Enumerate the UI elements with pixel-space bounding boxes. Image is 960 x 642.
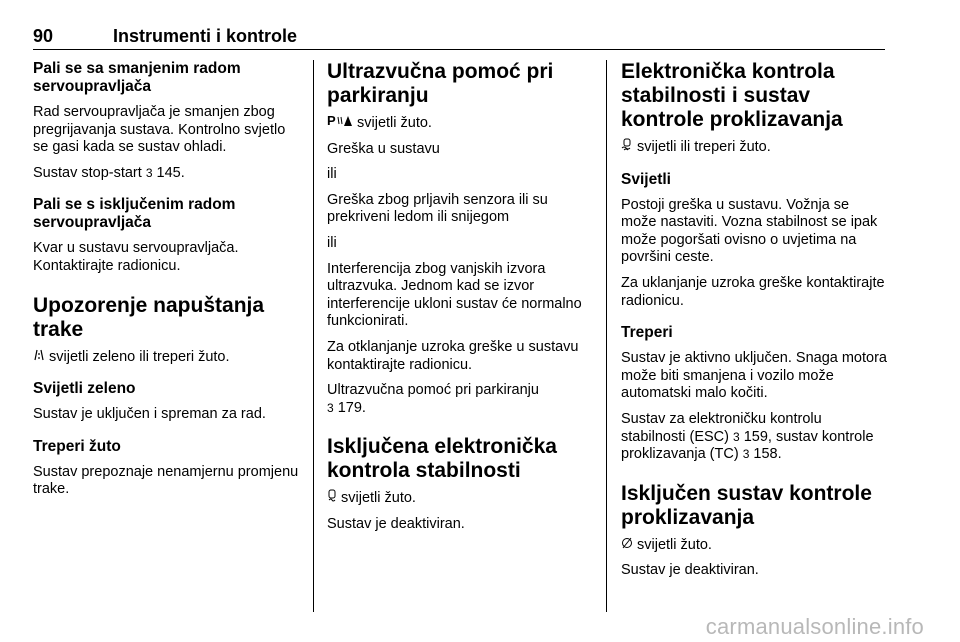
heading-flash-yellow: Treperi žuto <box>33 437 121 455</box>
esc-icon <box>621 138 633 156</box>
stop-start-label: Sustav stop-start <box>33 164 142 181</box>
heading-esc-tc: Elektronička kontrola stabilnosti i sustav kontrole proklizavanja <box>621 60 843 131</box>
page-ref-arrow-icon: 3 <box>742 447 750 462</box>
parking-status-label: svijetli žuto. <box>357 115 432 131</box>
heading-flashing: Treperi <box>621 324 673 342</box>
text-system-fault: Greška u sustavu <box>327 140 440 157</box>
lane-status-label: svijetli zeleno ili treperi žuto. <box>49 348 230 365</box>
text-flashing: Sustav je aktivno uključen. Snaga motora može biti smanjena i vozilo može automatski malo kočiti. <box>621 350 887 402</box>
text-esc-off-deactivated: Sustav je deaktiviran. <box>327 515 465 532</box>
heading-reduced-steering: Pali se sa smanjenim radom servoupravljača <box>33 60 241 95</box>
text-interference: Interferencija zbog vanjskih izvora ultrazvuka. Jednom kad se izvor interferencije ukloni sustav će normalno funkcionirati. <box>327 260 582 330</box>
text-esc-off-status <box>327 489 593 508</box>
text-reduced-steering: Rad servoupravljača je smanjen zbog pregrijavanja sustava. Kontrolno svjetlo se gasi kada se sustav ohladi. <box>33 104 286 156</box>
text-parking-ref <box>327 382 593 417</box>
parking-ref-label: Ultrazvučna pomoć pri parkiranju <box>327 382 539 399</box>
page-header <box>33 26 885 50</box>
text-lit-green: Sustav je uključen i spreman za rad. <box>33 406 266 423</box>
svg-text:P: P <box>327 114 336 127</box>
esc-off-status-label: svijetli žuto. <box>341 490 416 507</box>
text-fix-fault: Za otklanjanje uzroka greške u sustavu kontaktirajte radionicu. <box>327 338 579 373</box>
text-tc-off-deactivated: Sustav je deaktiviran. <box>621 562 759 579</box>
esc-off-icon <box>327 489 337 507</box>
page-ref-arrow-icon: 3 <box>733 429 740 444</box>
text-esc-status <box>621 138 887 157</box>
parking-assist-icon <box>327 114 353 132</box>
heading-disabled-steering: Pali se s isključenim radom servoupravljača <box>33 196 236 232</box>
text-lane-status <box>33 348 299 367</box>
page-ref-arrow-icon: 3 <box>327 400 334 415</box>
column-divider-1 <box>313 60 314 612</box>
running-title: Instrumenti i kontrole <box>113 26 298 46</box>
text-flash-yellow: Sustav prepoznaje nenamjernu promjenu trake. <box>33 463 299 498</box>
text-dirty-sensors: Greška zbog prljavih senzora ili su prekriveni ledom ili snijegom <box>327 191 548 226</box>
esc-ref-page: 159, sustav kontrole proklizavanja (TC) <box>621 428 874 463</box>
page-ref-arrow-icon: 3 <box>145 165 153 180</box>
tc-ref-page: 158. <box>749 446 782 463</box>
text-lit-fix: Za uklanjanje uzroka greške kontaktirajte radionicu. <box>621 274 885 309</box>
page-number: 90 <box>33 26 54 46</box>
column-3 <box>621 60 887 588</box>
text-lit: Postoji greška u sustavu. Vožnja se može nastaviti. Vozna stabilnost se ipak može pogoršati ovisno o uvjetima na površini ceste. <box>621 196 878 266</box>
text-or-2: ili <box>327 234 337 251</box>
text-or-1: ili <box>327 166 337 183</box>
heading-lane-departure: Upozorenje napuštanja trake <box>33 293 265 341</box>
text-parking-status <box>327 114 593 133</box>
text-stop-start <box>33 165 299 183</box>
column-divider-2 <box>606 60 607 612</box>
esc-ref-label: Sustav za elektroničku kontrolu stabilnosti (ESC) <box>621 410 822 445</box>
watermark: carmanualsonline.info <box>705 614 924 639</box>
tc-off-icon <box>621 536 633 554</box>
heading-esc-off: Isključena elektronička kontrola stabilnosti <box>327 435 557 483</box>
heading-tc-off: Isključen sustav kontrole proklizavanja <box>621 481 872 529</box>
text-tc-off-status <box>621 536 887 555</box>
heading-lit: Svijetli <box>621 170 671 188</box>
text-disabled-steering: Kvar u sustavu servoupravljača. Kontaktirajte radionicu. <box>33 240 239 274</box>
stop-start-page: 145. <box>152 164 185 181</box>
esc-status-label: svijetli ili treperi žuto. <box>637 139 771 155</box>
text-esc-tc-refs <box>621 411 887 464</box>
column-2 <box>327 60 593 542</box>
tc-off-status-label: svijetli žuto. <box>637 536 712 553</box>
column-1 <box>33 60 299 507</box>
header-rule <box>33 49 885 50</box>
heading-lit-green: Svijetli zeleno <box>33 380 136 398</box>
heading-parking-assist: Ultrazvučna pomoć pri parkiranju <box>327 60 554 107</box>
parking-ref-page: 179. <box>333 399 366 416</box>
lane-departure-icon <box>33 348 45 366</box>
